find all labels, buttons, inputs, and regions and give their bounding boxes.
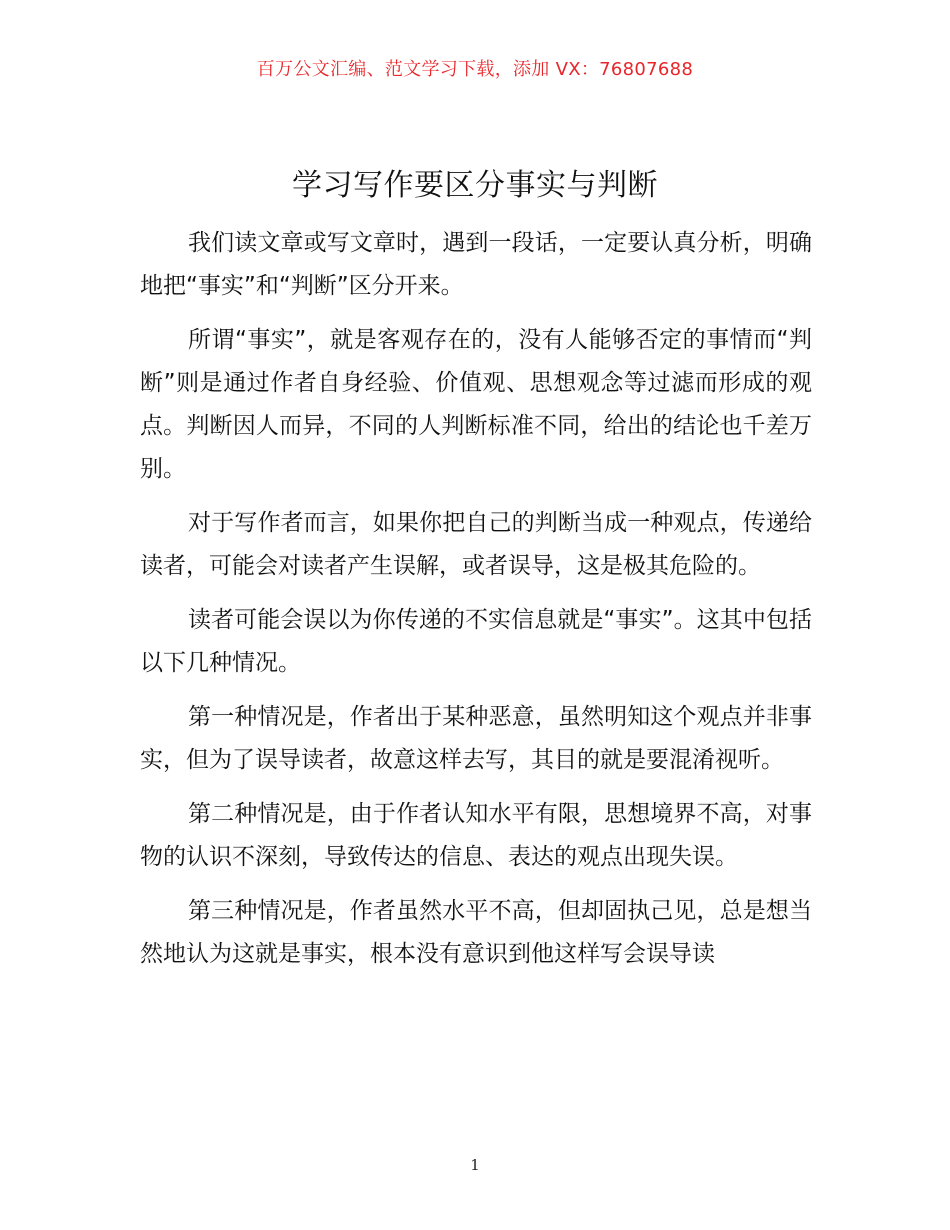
paragraph: 第三种情况是，作者虽然水平不高，但却固执己见，总是想当然地认为这就是事实，根本没有意识到他这样写会误导读 — [140, 898, 812, 967]
document-body — [140, 222, 812, 987]
paragraph: 我们读文章或写文章时，遇到一段话，一定要认真分析，明确地把“事实”和“判断”区分开来。 — [140, 230, 812, 299]
page-title: 学习写作要区分事实与判断 — [292, 168, 658, 203]
paragraph: 第二种情况是，由于作者认知水平有限，思想境界不高，对事物的认识不深刻，导致传达的信息、表达的观点出现失误。 — [140, 801, 812, 870]
page-number: 1 — [470, 1156, 480, 1174]
paragraph: 对于写作者而言，如果你把自己的判断当成一种观点，传递给读者，可能会对读者产生误解，或者误导，这是极其危险的。 — [140, 510, 812, 579]
paragraph: 所谓“事实”，就是客观存在的，没有人能够否定的事情而“判断”则是通过作者自身经验、价值观、思想观念等过滤而形成的观点。判断因人而异，不同的人判断标准不同，给出的结论也千差万别。 — [140, 327, 812, 482]
paragraph: 第一种情况是，作者出于某种恶意，虽然明知这个观点并非事实，但为了误导读者，故意这样去写，其目的就是要混淆视听。 — [140, 704, 812, 773]
paragraph: 读者可能会误以为你传递的不实信息就是“事实”。这其中包括以下几种情况。 — [140, 607, 812, 676]
header-banner: 百万公文汇编、范文学习下载，添加 VX：76807688 — [256, 59, 694, 80]
